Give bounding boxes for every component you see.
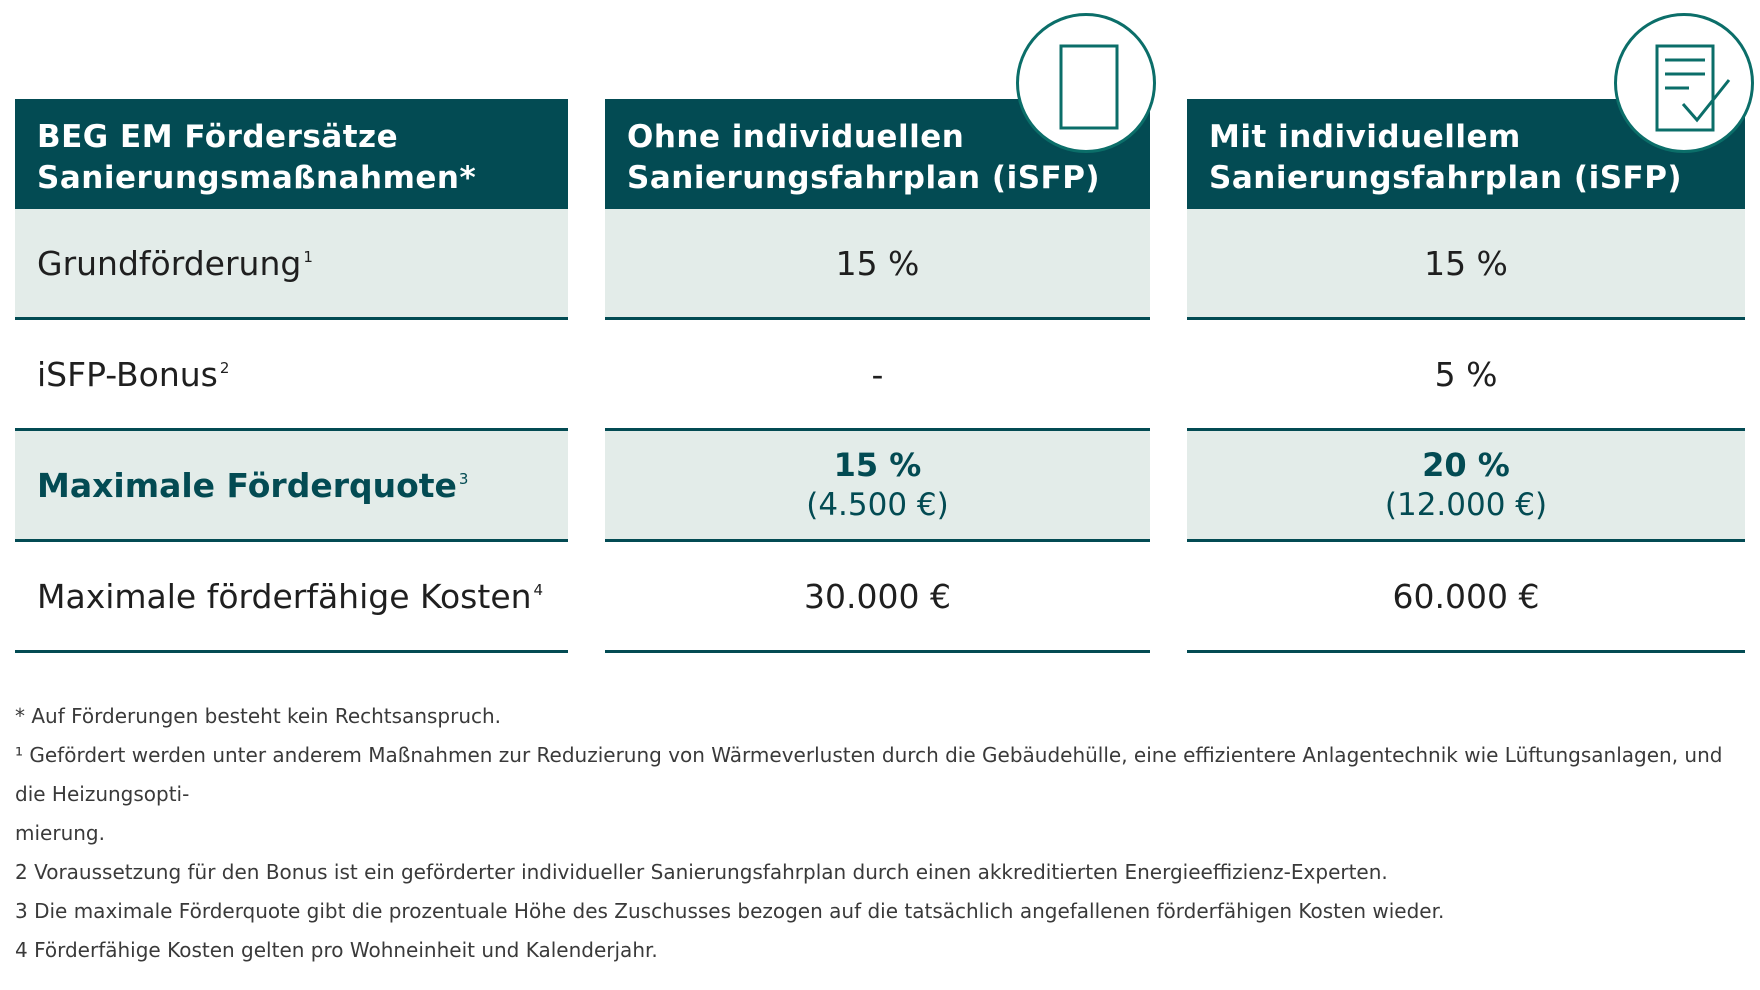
footnote: 3 Die maximale Förderquote gibt die prozentuale Höhe des Zuschusses bezogen auf die tatsächlich angefallenen förderfähigen Kosten wieder.	[15, 899, 1445, 923]
footnote-ref: 4	[533, 581, 544, 599]
footnote: mierung.	[15, 821, 105, 845]
row-label-text: Maximale Förderquote	[37, 465, 457, 505]
header-line-2: Sanierungsfahrplan (iSFP)	[627, 160, 1101, 196]
header-criteria	[15, 99, 568, 209]
footnotes	[15, 697, 1745, 970]
cell-grundfoerderung-with: 15 %	[1187, 209, 1745, 320]
footnote-ref: 3	[458, 470, 469, 488]
row-label-text: Grundförderung	[37, 243, 302, 283]
cell-kosten-with: 60.000 €	[1187, 542, 1745, 653]
header-line-1: Mit individuellem	[1209, 119, 1521, 155]
cell-bonus-without: -	[605, 320, 1150, 431]
criteria-column	[15, 99, 568, 653]
header-line-1: Ohne individuellen	[627, 119, 965, 155]
row-label-text: iSFP-Bonus	[37, 354, 218, 394]
with-isfp-column	[1187, 99, 1745, 653]
footnote: ¹ Gefördert werden unter anderem Maßnahmen zur Reduzierung von Wärmeverlusten durch die Gebäudehülle, eine effizientere Anlagentechnik wie Lüftungsanlagen, und die Heizungsopti-	[15, 743, 1723, 806]
quote-amount: (12.000 €)	[1384, 487, 1548, 523]
cell-quote-with	[1187, 431, 1745, 542]
cell-bonus-with: 5 %	[1187, 320, 1745, 431]
header-line-1: BEG EM Fördersätze	[37, 119, 399, 155]
footnote-ref: 1	[303, 248, 313, 266]
footnote: * Auf Förderungen besteht kein Rechtsanspruch.	[15, 704, 502, 728]
quote-percent: 20 %	[1422, 446, 1510, 484]
checked-document-icon	[1614, 13, 1754, 153]
quote-amount: (4.500 €)	[806, 487, 949, 523]
row-label-max-foerderquote	[15, 431, 568, 542]
cell-grundfoerderung-without: 15 %	[605, 209, 1150, 320]
footnote: 4 Förderfähige Kosten gelten pro Wohneinheit und Kalenderjahr.	[15, 938, 658, 962]
header-line-2: Sanierungsmaßnahmen*	[37, 160, 477, 196]
cell-kosten-without: 30.000 €	[605, 542, 1150, 653]
quote-percent: 15 %	[833, 446, 922, 484]
header-line-2: Sanierungsfahrplan (iSFP)	[1209, 160, 1683, 196]
footnote: 2 Voraussetzung für den Bonus ist ein geförderter individueller Sanierungsfahrplan durch einen akkreditierten Energieeffizienz-Experten.	[15, 860, 1388, 884]
document-icon	[1016, 13, 1156, 153]
cell-quote-without	[605, 431, 1150, 542]
footnote-ref: 2	[219, 359, 230, 377]
row-label-max-kosten	[15, 542, 568, 653]
row-label-isfp-bonus	[15, 320, 568, 431]
row-label-text: Maximale förderfähige Kosten	[37, 576, 532, 616]
row-label-grundfoerderung	[15, 209, 568, 320]
without-isfp-column	[605, 99, 1150, 653]
